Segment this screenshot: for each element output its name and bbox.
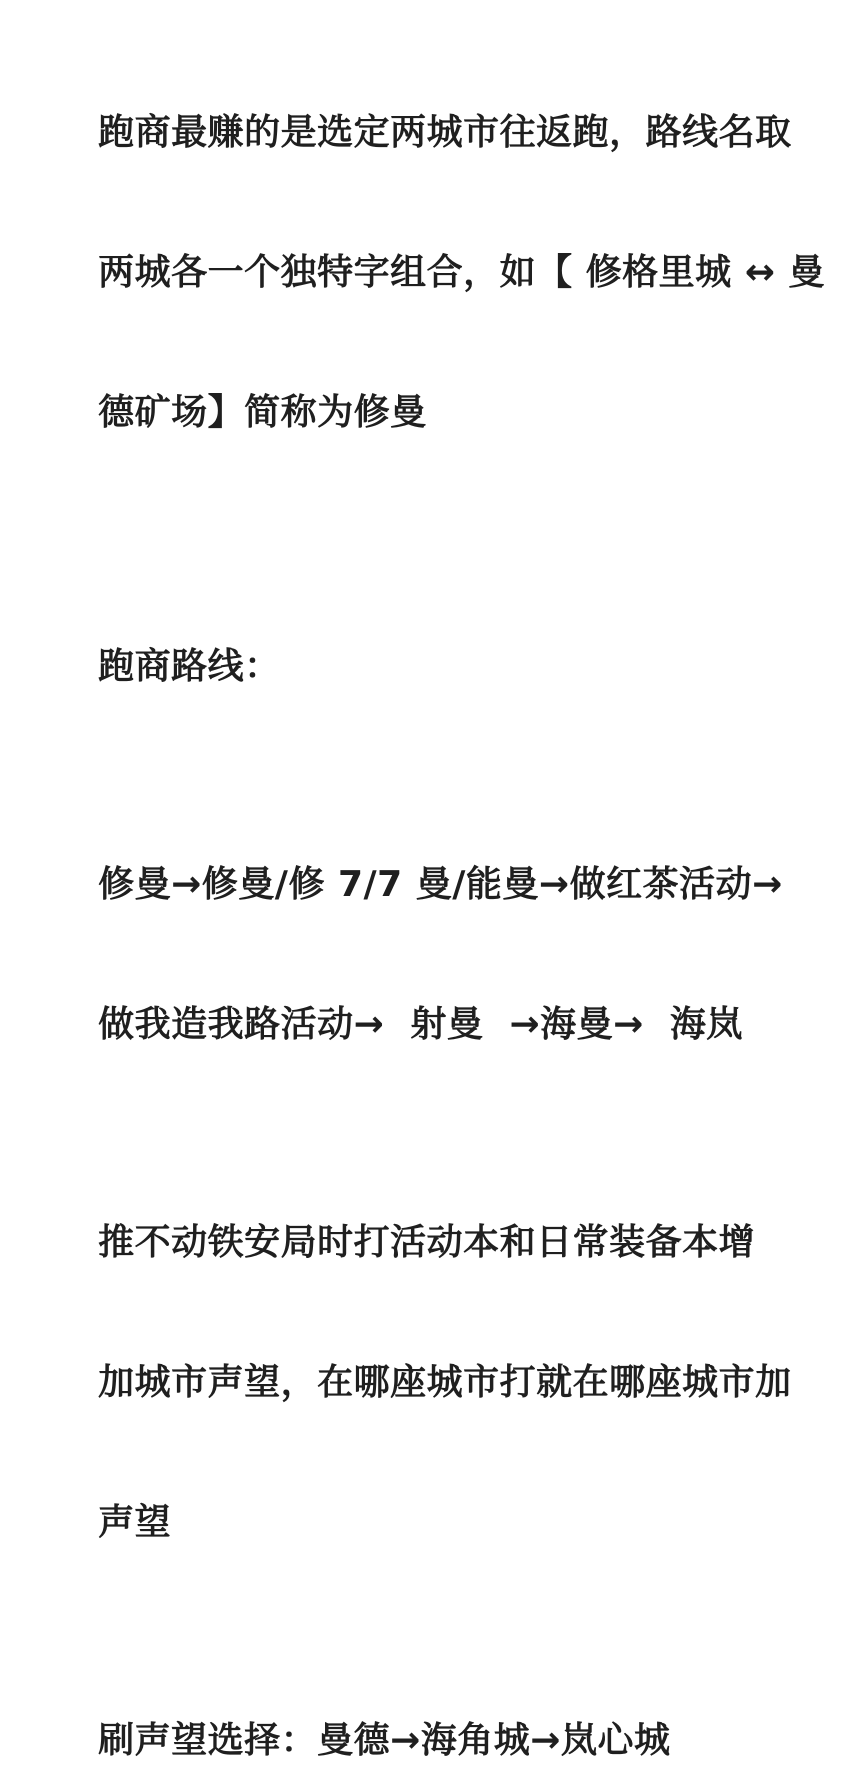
intro-line-3: 德矿场】简称为修曼 [98,392,427,433]
spacer [46,1628,836,1636]
document-body [46,28,836,1776]
reputation-tip-line-2: 加城市声望，在哪座城市打就在哪座城市加 [98,1362,792,1403]
reputation-choice-paragraph [46,1636,836,1776]
intro-line-2: 两城各一个独特字组合，如【 修格里城 ↔ 曼 [98,252,825,293]
routes-heading-text: 跑商路线： [98,646,281,687]
spacer [46,1130,836,1138]
spacer [46,772,836,780]
routes-line-1: 修曼→修曼/修 7/7 曼/能曼→做红茶活动→ [98,864,783,905]
intro-paragraph [46,28,836,518]
routes-heading [46,562,836,772]
spacer [46,518,836,562]
routes-paragraph [46,780,836,1130]
intro-line-1: 跑商最赚的是选定两城市往返跑，路线名取 [98,112,792,153]
reputation-tip-line-3: 声望 [98,1502,172,1543]
routes-line-2: 做我造我路活动→ 射曼 →海曼→ 海岚 [98,1004,743,1045]
reputation-tip-line-1: 推不动铁安局时打活动本和日常装备本增 [98,1222,756,1263]
reputation-choice-line: 刷声望选择：曼德→海角城→岚心城 [98,1720,671,1761]
reputation-tip-paragraph [46,1138,836,1628]
